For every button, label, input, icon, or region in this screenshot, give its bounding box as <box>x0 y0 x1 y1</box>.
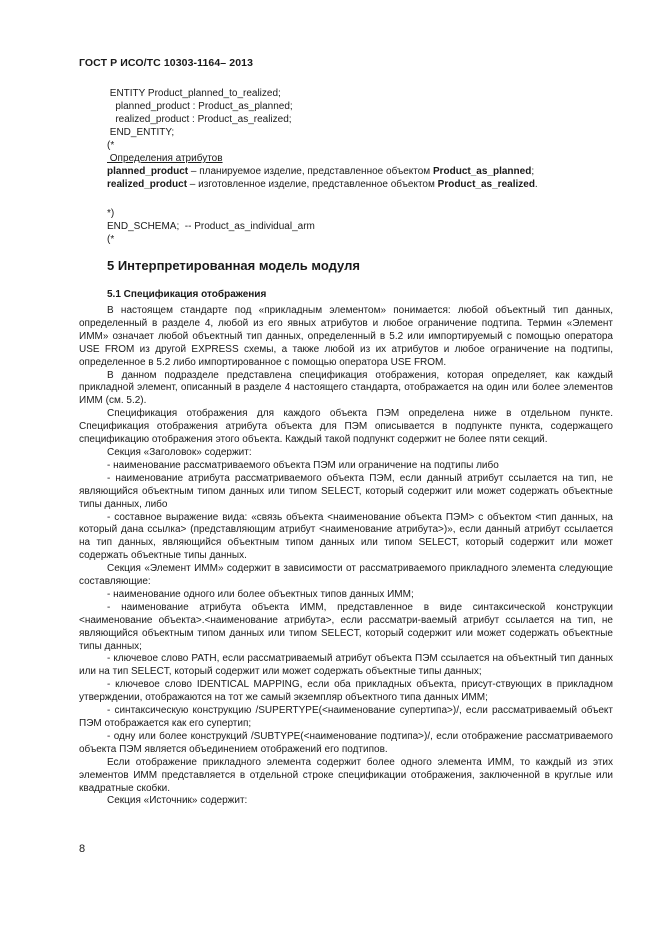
attribute-definition-line <box>107 165 538 178</box>
section-5-heading: 5 Интерпретированная модель модуля <box>107 258 360 273</box>
list-item: - наименование одного или более объектных типов данных ИММ; <box>107 588 414 600</box>
code-block-entity <box>107 87 293 152</box>
list-item: - ключевое слово IDENTICAL MAPPING, если оба прикладных объекта, присут-ствующих в прикладном утверждении, отображаются на тот же самый экземпляр объектного типа данных ИММ; <box>79 679 613 704</box>
list-item: - одну или более конструкций /SUBTYPE(<наименование подтипа>)/, если отображение рассматриваемого объекта ПЭМ является объединением отображений его подтипов. <box>79 730 613 755</box>
list-item: - синтаксическую конструкцию /SUPERTYPE(<наименование супертипа>)/, если рассматриваемый объект ПЭМ отображается как его супертип; <box>79 705 613 729</box>
code-line: (* <box>107 140 115 151</box>
attribute-definitions <box>107 152 538 191</box>
paragraph: Секция «Заголовок» содержит: <box>107 446 252 458</box>
code-line: *) <box>107 208 115 219</box>
code-line: ENTITY Product_planned_to_realized; <box>107 88 281 99</box>
attribute-definition-line <box>107 178 538 191</box>
attribute-ref: Product_as_realized <box>437 179 535 190</box>
standard-header: ГОСТ Р ИСО/ТС 10303-1164– 2013 <box>79 57 254 69</box>
paragraph: Спецификация отображения для каждого объекта ПЭМ определена ниже в отдельном пункте. Спецификация отображения атрибута объекта для ПЭМ описывается в подпункте пункта, содержащего спецификацию отображения этого объекта. Каждый такой подпункт содержит не более пяти секций. <box>79 408 613 446</box>
section-5-1-heading: 5.1 Спецификация отображения <box>107 289 267 300</box>
attribute-name: realized_product <box>107 179 188 190</box>
paragraph: Если отображение прикладного элемента содержит более одного элемента ИММ, то каждый из этих элементов ИММ представляется в отдельной строке спецификации отображения, заключенной в круглые или квадратные скобки. <box>79 756 613 794</box>
list-item: - наименование атрибута рассматриваемого объекта ПЭМ, если данный атрибут ссылается на тип, не являющийся объектным типом данных или типом SELECT, который содержит или может содержать объектные типы данных, либо <box>79 472 613 510</box>
page-number: 8 <box>79 843 86 855</box>
code-line: (* <box>107 234 115 245</box>
attribute-end: ; <box>531 166 535 177</box>
attribute-desc: – изготовленное изделие, представленное объектом <box>187 179 438 190</box>
list-item: - ключевое слово PATH, если рассматриваемый атрибут объекта ПЭМ ссылается на объектный тип данных или на тип SELECT, который содержит или может содержать объектные типы данных; <box>79 653 613 678</box>
attribute-definitions-title: Определения атрибутов <box>107 153 223 164</box>
body-text <box>79 305 613 808</box>
paragraph: В настоящем стандарте под «прикладным элементом» понимается: любой объектный тип данных, определенный в разделе 4, любой из его явных атрибутов и любое ограничение подтипа. Термин «Элемент ИММ» означает любой объектный тип данных, определенный в 5.2 или импортируемый с помощью оператора USE FROM из другой EXPRESS схемы, а также любой из их атрибутов и любое ограничение на подтипы, определенное в 5.2 либо импортированное с помощью оператора USE FROM. <box>79 305 613 368</box>
list-item: - наименование атрибута объекта ИММ, представленное в виде синтаксической конструкции <наименование объекта>.<наименование атрибута>, если рассматри-ваемый атрибут ссылается на тип, не являющийся объектным типом данных или типом SELECT, который содержит или может содержать объектные типы данных; <box>79 601 613 652</box>
code-block-end-schema <box>107 207 315 246</box>
list-item: - наименование рассматриваемого объекта ПЭМ или ограничение на подтипы либо <box>107 459 499 471</box>
attribute-name: planned_product <box>107 166 189 177</box>
attribute-end: . <box>534 179 538 190</box>
attribute-ref: Product_as_planned <box>432 166 532 177</box>
code-line: planned_product : Product_as_planned; <box>107 101 293 112</box>
code-line: END_ENTITY; <box>107 127 175 138</box>
code-line: END_SCHEMA; -- Product_as_individual_arm <box>107 221 315 232</box>
paragraph: Секция «Источник» содержит: <box>107 795 248 807</box>
list-item: - составное выражение вида: «связь объекта <наименование объекта ПЭМ> с объектом <тип данных, на который дана ссылка> (представляющим атрибут <наименование атрибута>)», если данный атрибут ссылается на тип данных, являющийся объектным типом данных или типом SELECT, который содержит или может содержать объектные типы данных. <box>79 511 613 562</box>
code-line: realized_product : Product_as_realized; <box>107 114 292 125</box>
paragraph: В данном подразделе представлена спецификация отображения, которая определяет, как каждый прикладной элемент, описанный в разделе 4 настоящего стандарта, отображается на один или более элементов ИММ (см. 5.2). <box>79 369 613 407</box>
paragraph: Секция «Элемент ИММ» содержит в зависимости от рассматриваемого прикладного элемента следующие составляющие: <box>79 563 613 588</box>
attribute-desc: – планируемое изделие, представленное объектом <box>188 166 433 177</box>
